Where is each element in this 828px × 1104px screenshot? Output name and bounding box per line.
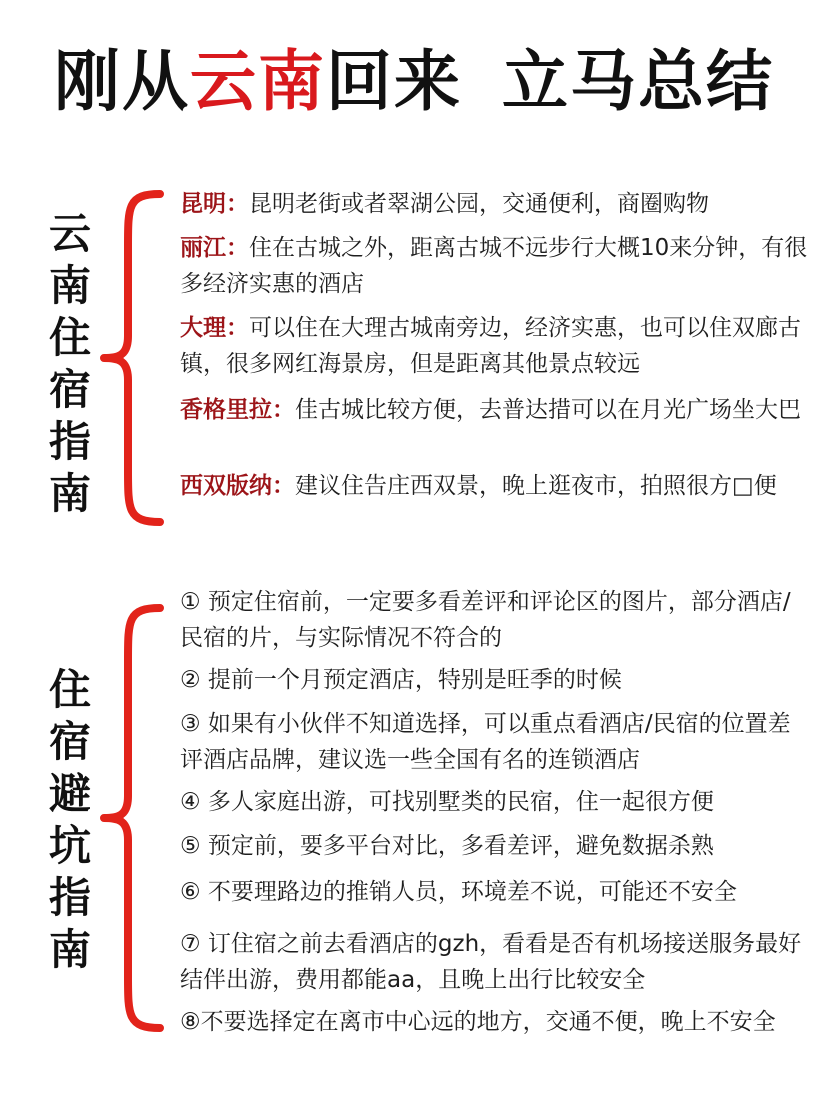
entry-text: 建议住告庄西双景，晚上逛夜市，拍照很方□便	[295, 473, 777, 499]
place-name: 香格里拉：	[180, 396, 295, 423]
tip-item: ③ 如果有小伙伴不知道选择，可以重点看酒店/民宿的位置差评酒店品牌，建议选一些全国有名的连锁酒店	[180, 711, 791, 773]
section2-bracket-icon	[96, 600, 166, 1036]
section1-label: 云 南 住 宿 指 南	[48, 209, 91, 518]
title-part-3: 回来	[326, 43, 462, 120]
entry-xishuangbanna	[180, 468, 810, 504]
entry-dali	[180, 310, 810, 382]
place-name: 昆明：	[180, 190, 249, 217]
entry-text: 佳古城比较方便，去普达措可以在月光广场坐大巴	[295, 397, 801, 423]
tip-item: ② 提前一个月预定酒店，特别是旺季的时候	[180, 667, 622, 693]
title-highlight: 云南	[190, 43, 326, 120]
entry-shangri-la	[180, 392, 810, 428]
section1-bracket-icon	[96, 186, 166, 530]
title-part-1: 刚从	[54, 43, 190, 120]
page-title	[0, 42, 828, 122]
tip-item: ⑦ 订住宿之前去看酒店的gzh，看看是否有机场接送服务最好结伴出游，费用都能aa，且晚上出行比较安全	[180, 931, 802, 993]
place-name: 丽江：	[180, 234, 249, 261]
place-name: 大理：	[180, 314, 249, 341]
tip-item: ⑧不要选择定在离市中心远的地方，交通不便，晚上不安全	[180, 1009, 776, 1035]
section2-label: 住 宿 避 坑 指 南	[48, 665, 91, 974]
tip-item: ① 预定住宿前，一定要多看差评和评论区的图片，部分酒店/民宿的片，与实际情况不符合的	[180, 589, 791, 651]
entry-text: 昆明老街或者翠湖公园，交通便利，商圈购物	[249, 191, 709, 217]
tip-item: ⑤ 预定前，要多平台对比，多看差评，避免数据杀熟	[180, 833, 714, 859]
entry-lijiang	[180, 230, 810, 302]
tip-item: ④ 多人家庭出游，可找别墅类的民宿，住一起很方便	[180, 789, 714, 815]
title-part-4: 立马总结	[502, 43, 774, 120]
place-name: 西双版纳：	[180, 472, 295, 499]
entry-text: 可以住在大理古城南旁边，经济实惠，也可以住双廊古镇，很多网红海景房，但是距离其他景点较远	[180, 315, 801, 377]
tip-item: ⑥ 不要理路边的推销人员，环境差不说，可能还不安全	[180, 879, 737, 905]
entry-kunming	[180, 186, 810, 222]
entry-text: 住在古城之外，距离古城不远步行大概10来分钟，有很多经济实惠的酒店	[180, 235, 808, 297]
